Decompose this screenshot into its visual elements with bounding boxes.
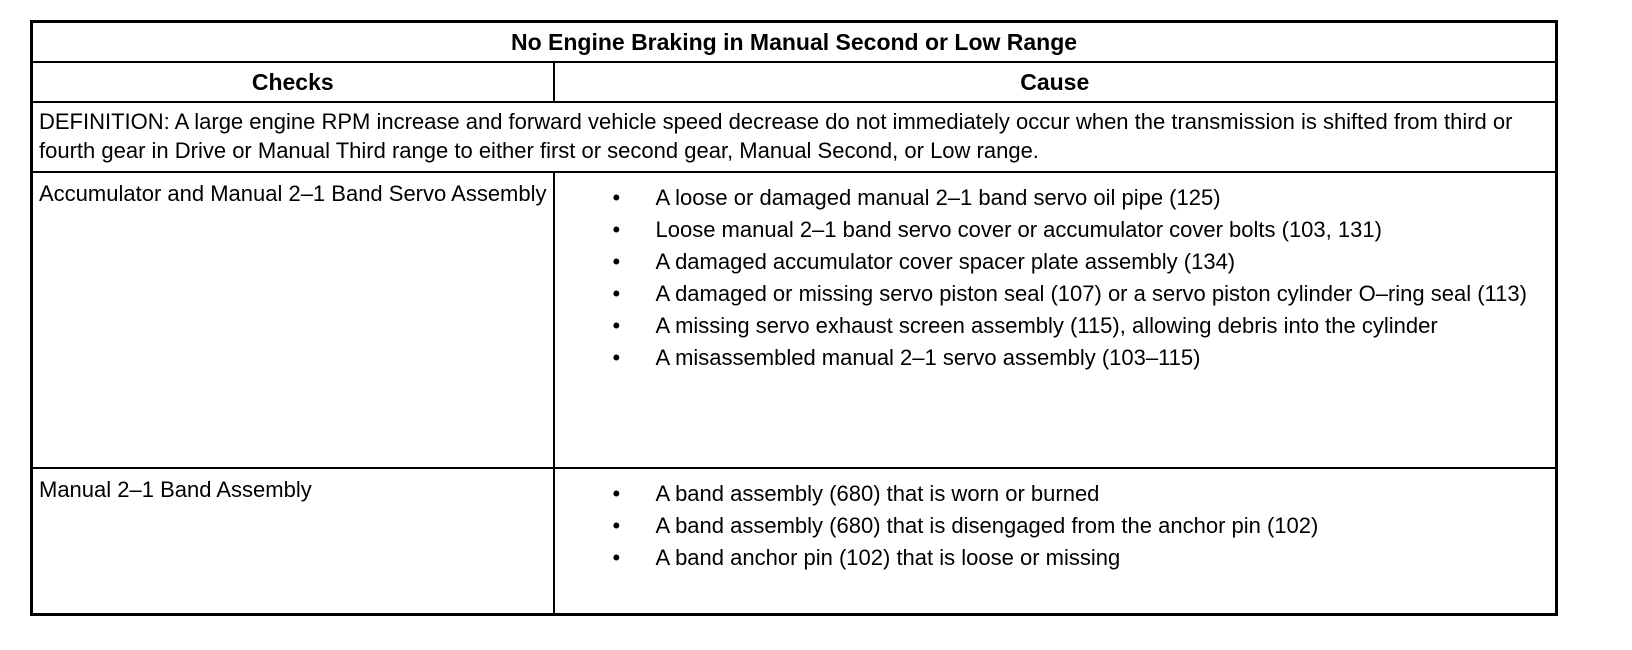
table-title: No Engine Braking in Manual Second or Low Range [32,22,1557,63]
title-row [32,22,1557,63]
bullet-icon: • [612,313,621,338]
bullet-icon: • [612,481,621,506]
checks-header: Checks [32,62,554,102]
cause-header: Cause [554,62,1557,102]
bullet-icon: • [612,545,621,570]
bullet-icon: • [612,345,621,370]
diagnostic-table [30,20,1558,616]
list-item [613,543,1536,572]
cause-text: A missing servo exhaust screen assembly (115), allowing debris into the cylinder [655,313,1438,338]
bullet-icon: • [612,249,621,274]
cause-cell [554,172,1557,468]
check-cell: Manual 2–1 Band Assembly [32,468,554,614]
definition-text: DEFINITION: A large engine RPM increase and forward vehicle speed decrease do not immediately occur when the transmission is shifted from third or fourth gear in Drive or Manual Third range to either first or second gear, Manual Second, or Low range. [32,102,1557,172]
check-cell: Accumulator and Manual 2–1 Band Servo Assembly [32,172,554,468]
list-item [613,511,1536,540]
table-row [32,468,1557,614]
cause-text: A band assembly (680) that is worn or burned [655,481,1100,506]
cause-text: A damaged or missing servo piston seal (107) or a servo piston cylinder O–ring seal (113) [655,281,1527,306]
cause-text: A damaged accumulator cover spacer plate assembly (134) [655,249,1236,274]
list-item [613,279,1536,308]
list-item [613,311,1536,340]
cause-text: A band assembly (680) that is disengaged from the anchor pin (102) [655,513,1319,538]
list-item [613,343,1536,372]
bullet-icon: • [612,185,621,210]
list-item [613,247,1536,276]
bullet-icon: • [612,217,621,242]
header-row [32,62,1557,102]
cause-text: A loose or damaged manual 2–1 band servo oil pipe (125) [655,185,1221,210]
bullet-icon: • [612,281,621,306]
cause-list [555,469,1556,572]
list-item [613,215,1536,244]
bullet-icon: • [612,513,621,538]
list-item [613,183,1536,212]
list-item [613,479,1536,508]
definition-row [32,102,1557,172]
cause-text: Loose manual 2–1 band servo cover or accumulator cover bolts (103, 131) [655,217,1382,242]
table-row [32,172,1557,468]
cause-list [555,173,1556,372]
cause-text: A band anchor pin (102) that is loose or missing [655,545,1121,570]
cause-text: A misassembled manual 2–1 servo assembly (103–115) [655,345,1201,370]
cause-cell [554,468,1557,614]
